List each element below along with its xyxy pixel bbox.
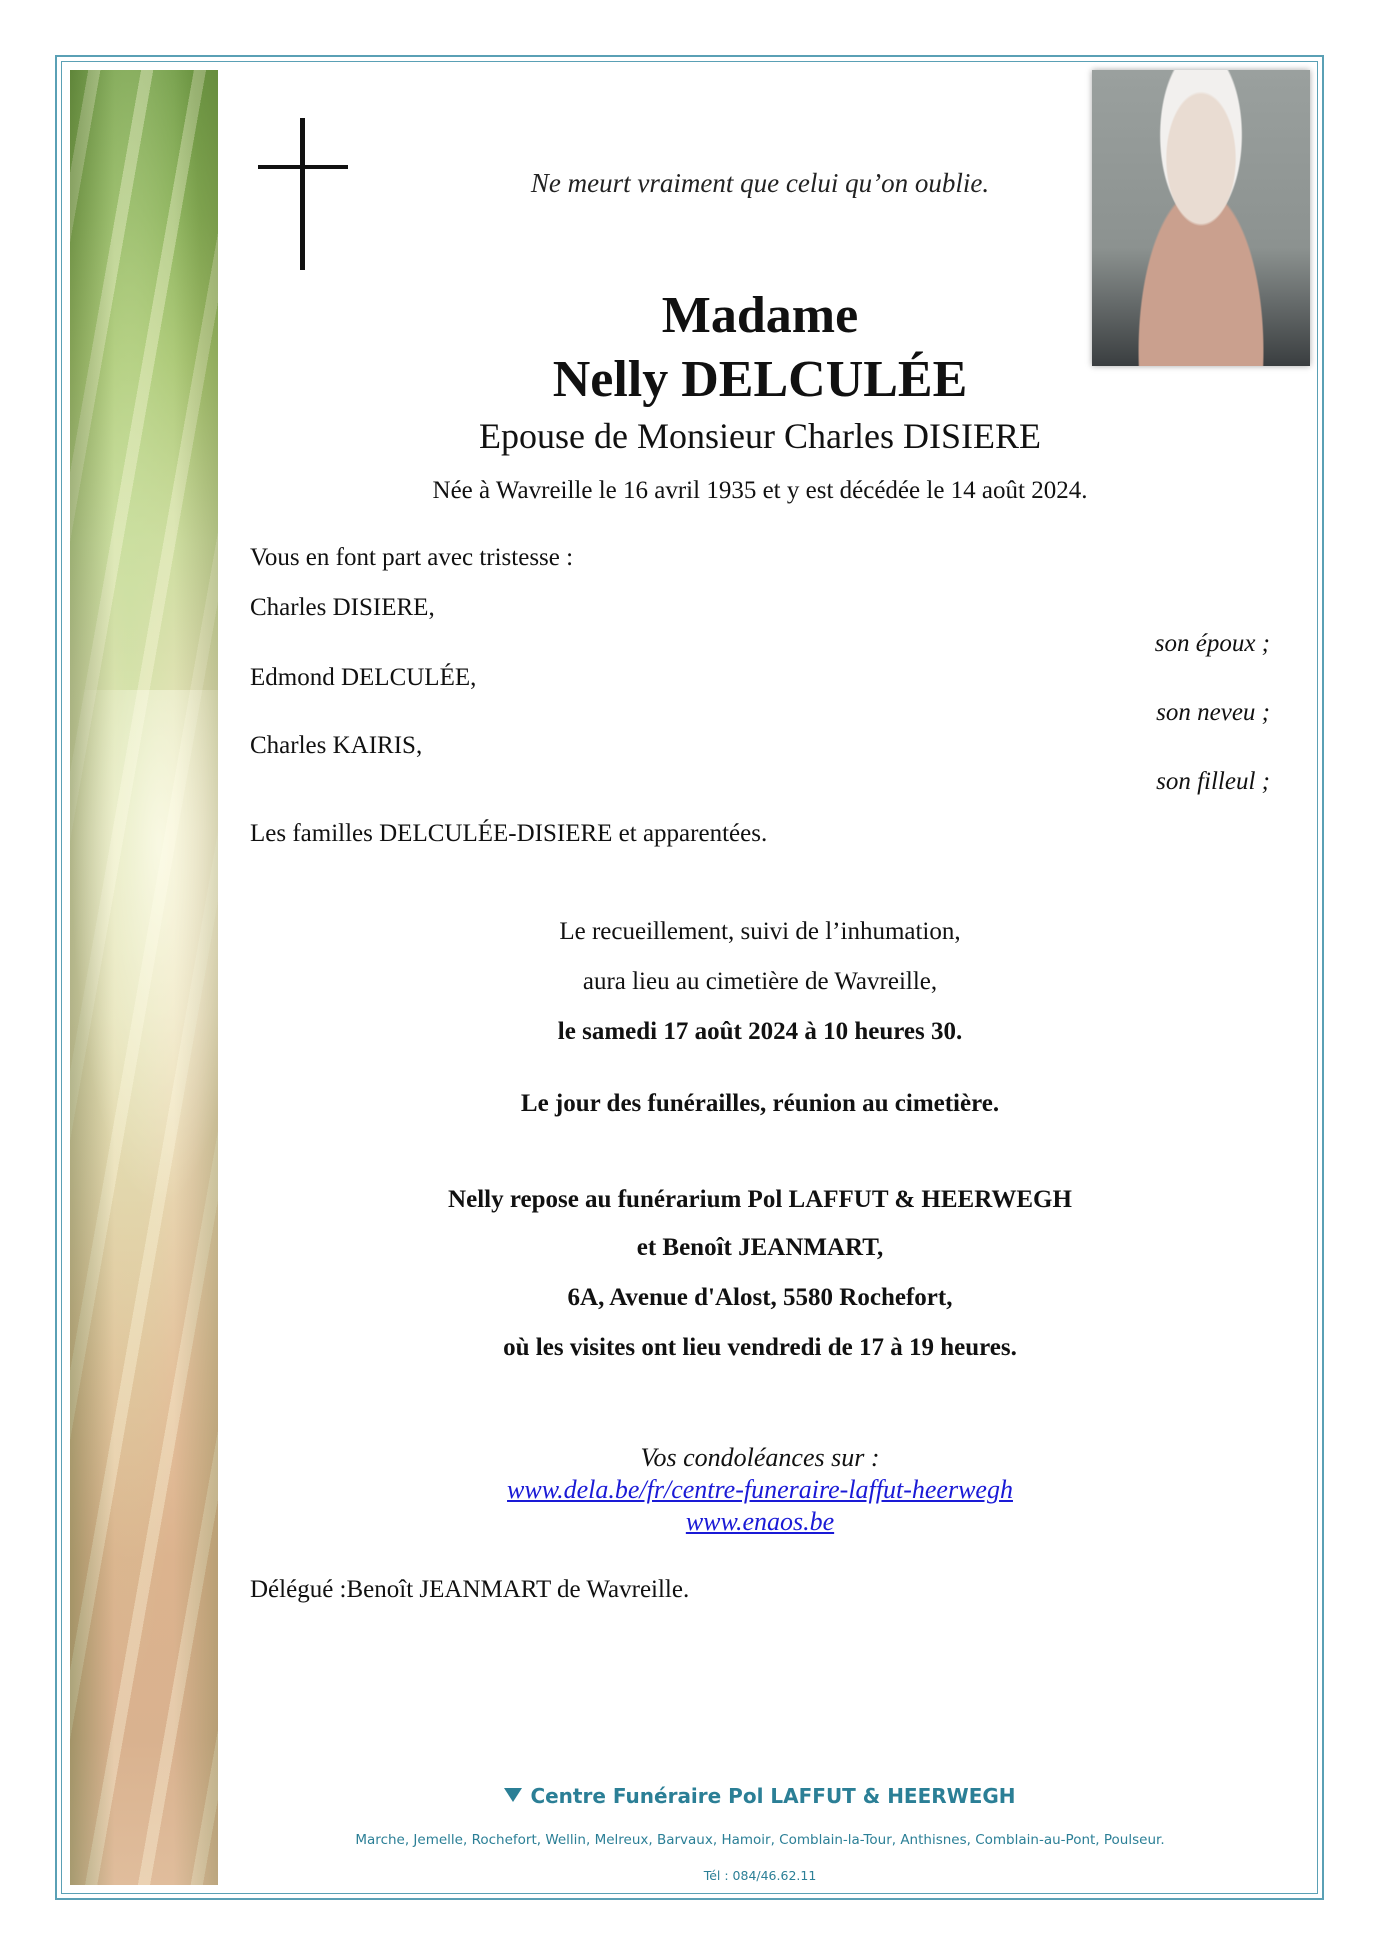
spouse-line: Epouse de Monsieur Charles DISIERE bbox=[479, 416, 1041, 456]
condolences-link-dela[interactable]: www.dela.be/fr/centre-funeraire-laffut-heerwegh bbox=[507, 1475, 1013, 1504]
visiting-hours: où les visites ont lieu vendredi de 17 à 19 heures. bbox=[503, 1334, 1017, 1361]
birth-death-line: Née à Wavreille le 16 avril 1935 et y est décédée le 14 août 2024. bbox=[432, 477, 1088, 504]
ceremony-line-1: Le recueillement, suivi de l’inhumation, bbox=[559, 918, 961, 945]
ceremony-date: le samedi 17 août 2024 à 10 heures 30. bbox=[557, 1018, 963, 1045]
funerarium-address: 6A, Avenue d'Alost, 5580 Rochefort, bbox=[567, 1284, 953, 1311]
motto: Ne meurt vraiment que celui qu’on oublie. bbox=[530, 168, 990, 198]
cross-vertical-bar bbox=[300, 118, 305, 270]
forest-path-image bbox=[70, 70, 218, 1885]
footer-company-name: Centre Funéraire Pol LAFFUT & HEERWEGH bbox=[530, 1784, 1016, 1808]
condolences-link-enaos[interactable]: www.enaos.be bbox=[685, 1507, 835, 1536]
families-line: Les familles DELCULÉE-DISIERE et apparentées. bbox=[250, 820, 768, 847]
ceremony-line-2: aura lieu au cimetière de Wavreille, bbox=[582, 968, 938, 995]
sunlight-rays bbox=[70, 690, 218, 1210]
funerarium-line-1: Nelly repose au funérarium Pol LAFFUT & HEERWEGH bbox=[448, 1186, 1072, 1213]
down-triangle-icon bbox=[504, 1788, 522, 1802]
title-honorific: Madame bbox=[661, 287, 859, 344]
mourner-role: son neveu ; bbox=[1156, 699, 1270, 726]
meeting-note: Le jour des funérailles, réunion au cimetière. bbox=[520, 1090, 1000, 1117]
condolences-label: Vos condoléances sur : bbox=[640, 1443, 880, 1472]
mourner-role: son filleul ; bbox=[1156, 768, 1270, 795]
delegate-line: Délégué :Benoît JEANMART de Wavreille. bbox=[250, 1576, 690, 1603]
funerarium-line-2: et Benoît JEANMART, bbox=[636, 1234, 884, 1261]
footer-towns: Marche, Jemelle, Rochefort, Wellin, Melreux, Barvaux, Hamoir, Comblain-la-Tour, Anthisnes, Comblain-au-Pont, Poulseur. bbox=[355, 1832, 1165, 1848]
mourner-name: Charles KAIRIS, bbox=[250, 732, 423, 759]
mourner-name: Edmond DELCULÉE, bbox=[250, 664, 477, 691]
footer-telephone: Tél : 084/46.62.11 bbox=[703, 1868, 817, 1883]
announcement-intro: Vous en font part avec tristesse : bbox=[250, 544, 574, 571]
mourner-role: son époux ; bbox=[1154, 630, 1270, 657]
mourner-name: Charles DISIERE, bbox=[250, 594, 435, 621]
footer-company bbox=[330, 1784, 1190, 1808]
cross-horizontal-bar bbox=[258, 165, 348, 169]
cross-icon bbox=[258, 118, 348, 270]
deceased-name: Nelly DELCULÉE bbox=[552, 351, 968, 408]
